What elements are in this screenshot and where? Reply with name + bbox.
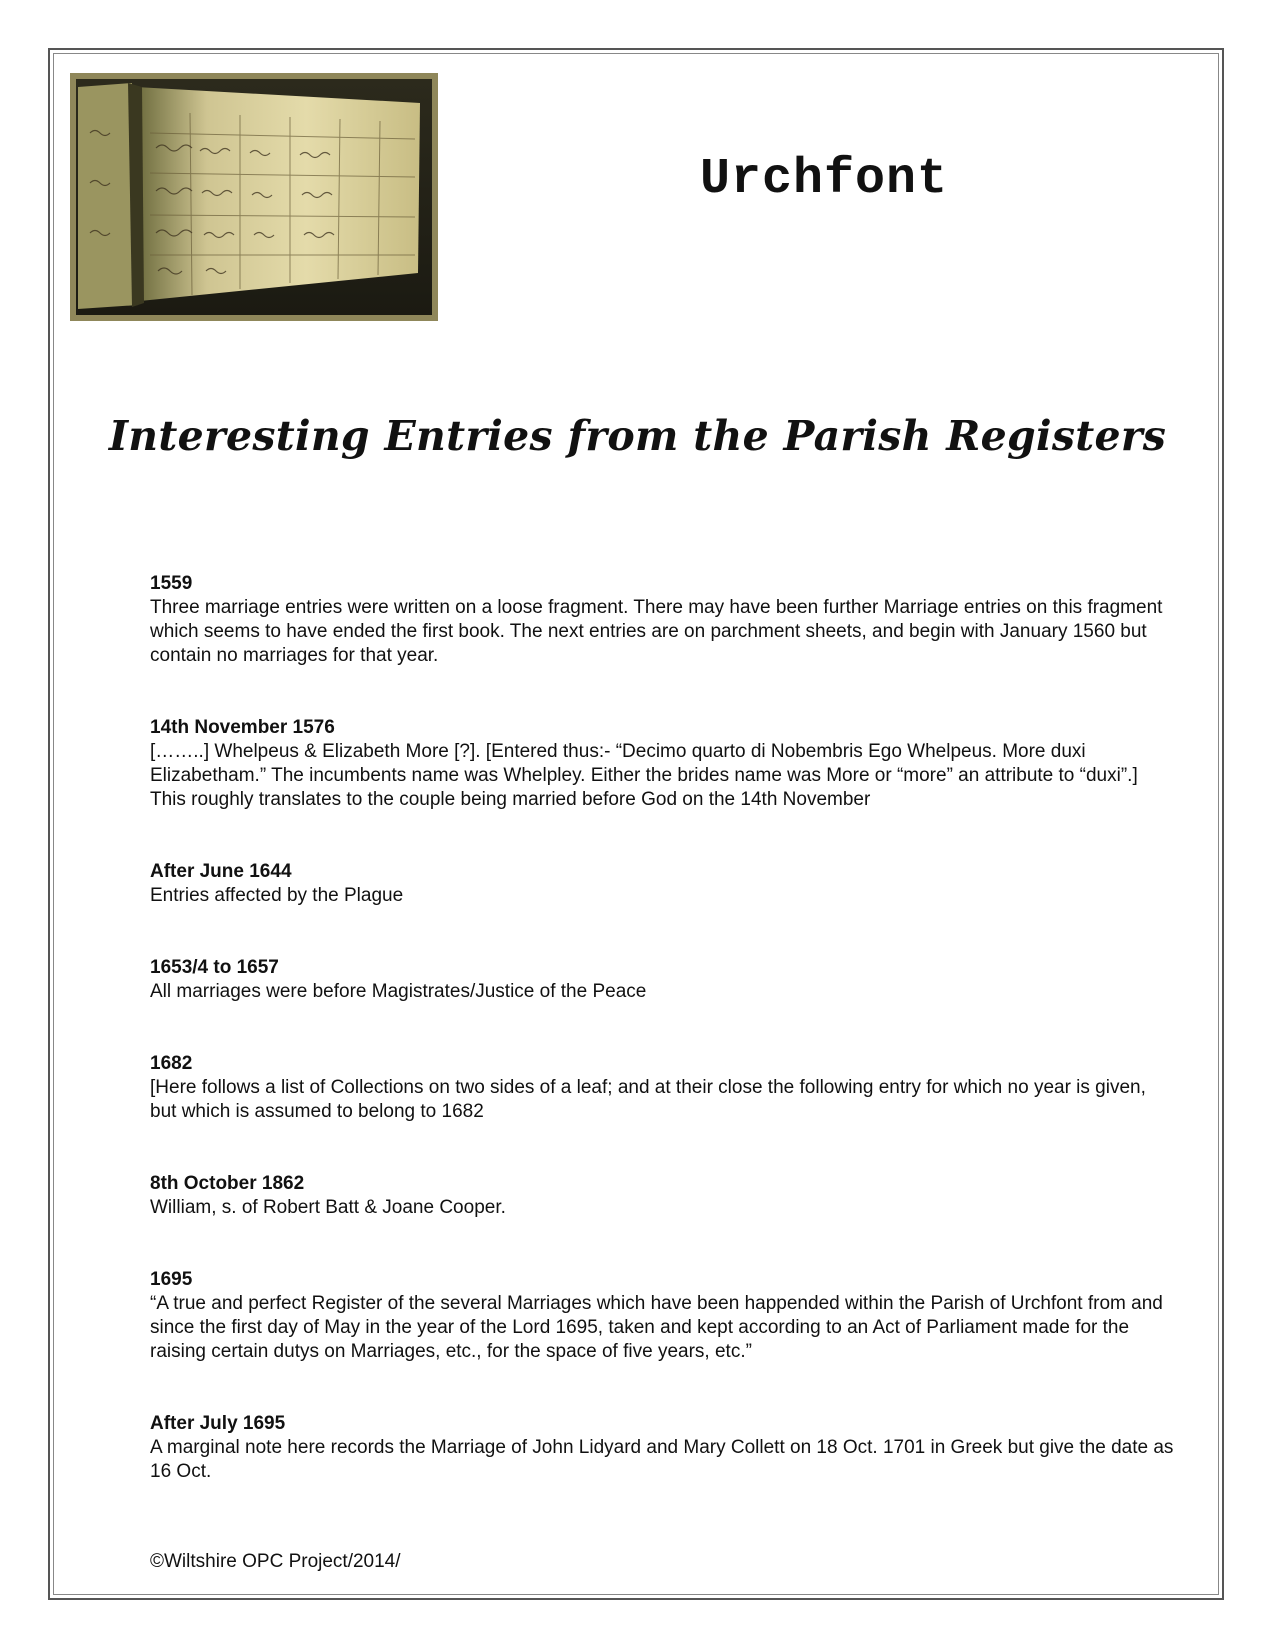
entry-text: All marriages were before Magistrates/Justice of the Peace bbox=[150, 981, 647, 1002]
entry bbox=[150, 1412, 1175, 1484]
page-title: Urchfont bbox=[700, 151, 949, 208]
entry bbox=[150, 716, 1175, 812]
entry-text: Entries affected by the Plague bbox=[150, 885, 404, 906]
entry-date: 1559 bbox=[150, 573, 193, 594]
entry bbox=[150, 1172, 1175, 1220]
entry-date: 1695 bbox=[150, 1269, 193, 1290]
entry-date: 8th October 1862 bbox=[150, 1173, 305, 1194]
entry-text: Three marriage entries were written on a loose fragment. There may have been further Marriage entries on this fragment which seems to have ended the first book. The next entries are on parchment sheets, and begin with January 1560 but contain no marriages for that year. bbox=[150, 597, 1163, 666]
entry-date: 1653/4 to 1657 bbox=[150, 957, 279, 978]
entries-list bbox=[150, 572, 1175, 1532]
document-heading: Interesting Entries from the Parish Registers bbox=[108, 412, 1167, 460]
entry-text: “A true and perfect Register of the several Marriages which have been happended within the Parish of Urchfont from and since the first day of May in the year of the Lord 1695, taken and kept according to an Act of Parliament made for the raising certain dutys on Marriages, etc., for the space of five years, etc.” bbox=[150, 1293, 1163, 1362]
entry bbox=[150, 572, 1175, 668]
entry-text: A marginal note here records the Marriage of John Lidyard and Mary Collett on 18 Oct. 1701 in Greek but give the date as 16 Oct. bbox=[150, 1437, 1174, 1482]
entry-text: [Here follows a list of Collections on two sides of a leaf; and at their close the following entry for which no year is given, but which is assumed to belong to 1682 bbox=[150, 1077, 1146, 1122]
entry-date: After July 1695 bbox=[150, 1413, 286, 1434]
copyright-footer: ©Wiltshire OPC Project/2014/ bbox=[150, 1551, 401, 1572]
entry-date: After June 1644 bbox=[150, 861, 292, 882]
entry bbox=[150, 1052, 1175, 1124]
entry bbox=[150, 1268, 1175, 1364]
register-book-photo bbox=[70, 73, 438, 321]
entry bbox=[150, 860, 1175, 908]
entry bbox=[150, 956, 1175, 1004]
entry-text: William, s. of Robert Batt & Joane Cooper. bbox=[150, 1197, 506, 1218]
entry-text: [……..] Whelpeus & Elizabeth More [?]. [Entered thus:- “Decimo quarto di Nobembris Ego Whelpeus. More duxi Elizabetham.” The incumbents name was Whelpley. Either the brides name was More or “more” an attribute to “duxi”.] This roughly translates to the couple being married before God on the 14th November bbox=[150, 741, 1138, 810]
entry-date: 1682 bbox=[150, 1053, 193, 1074]
entry-date: 14th November 1576 bbox=[150, 717, 335, 738]
